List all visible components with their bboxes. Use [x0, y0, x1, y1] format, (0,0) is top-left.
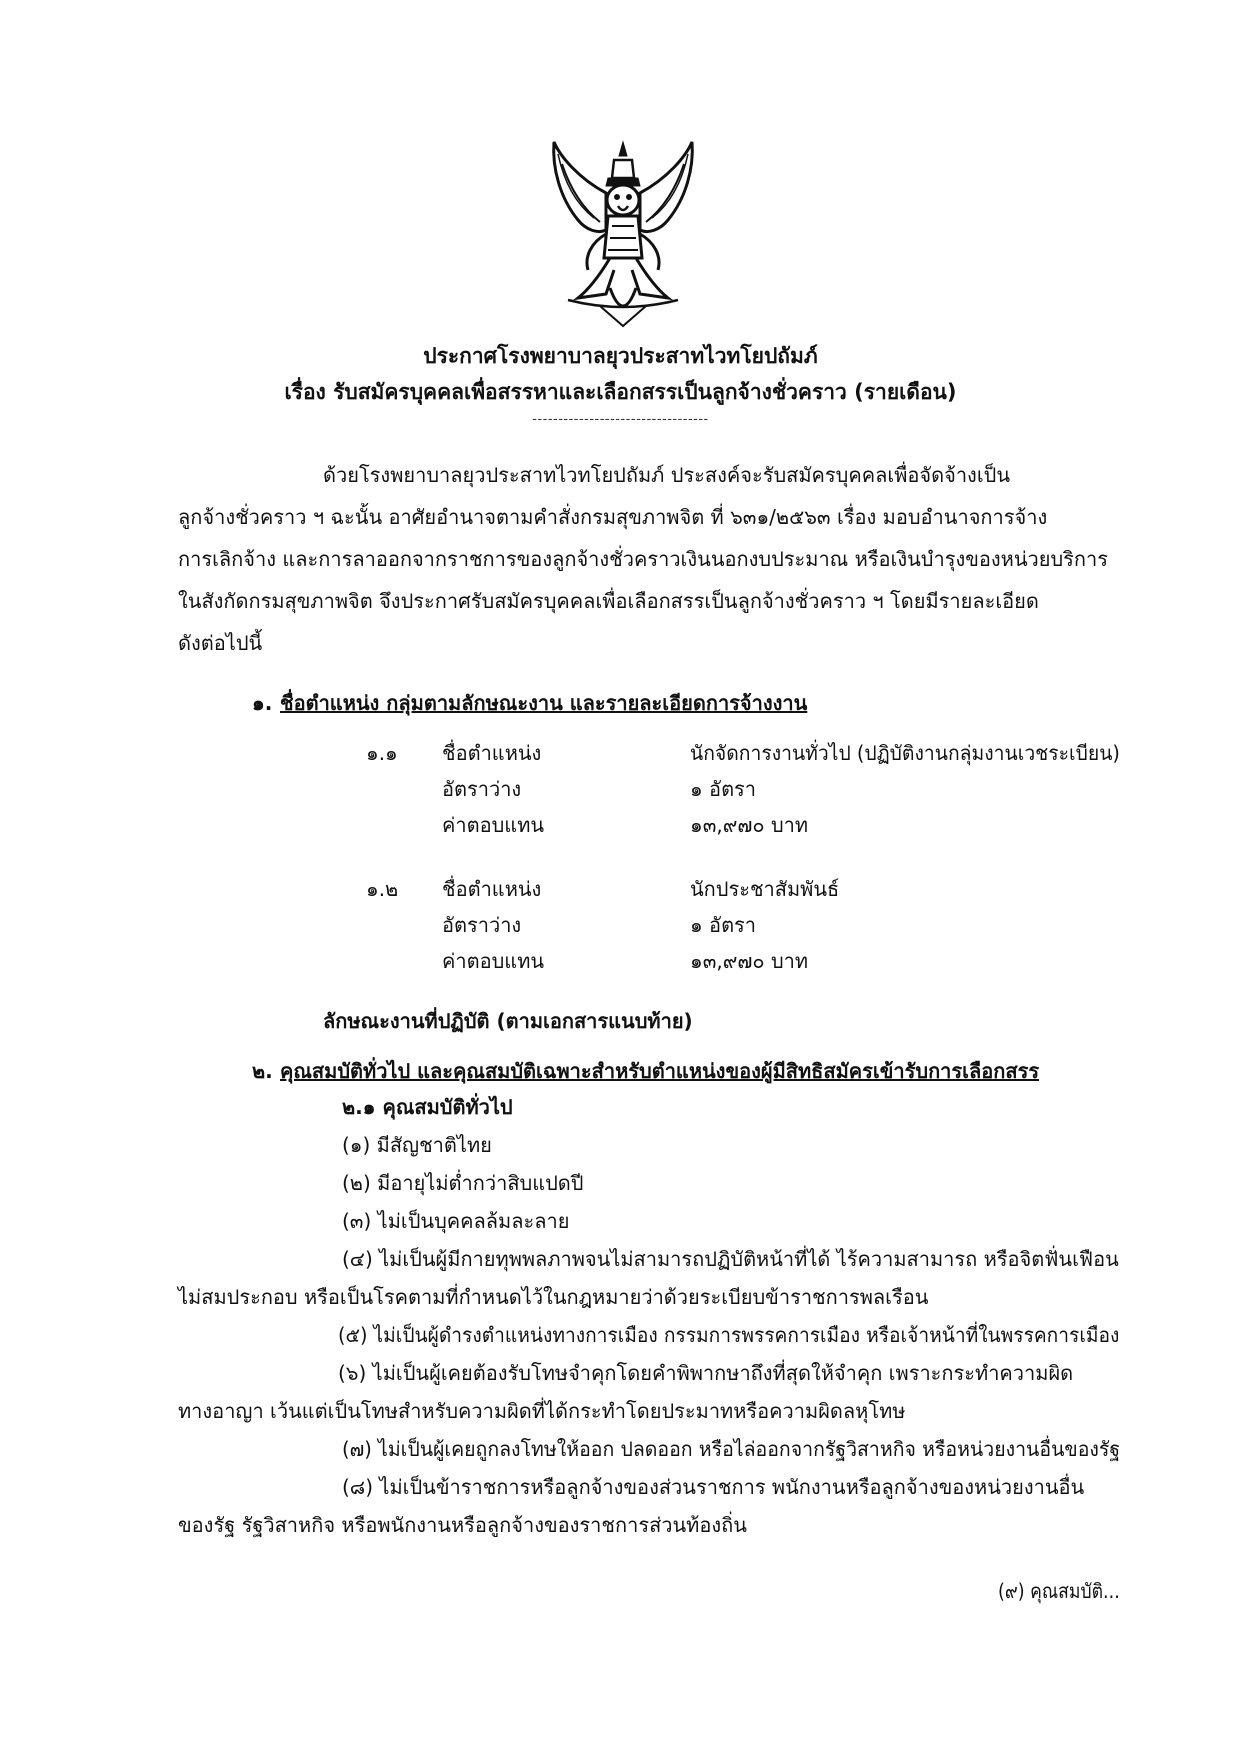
- title-divider: ----------------------------------: [532, 412, 709, 427]
- position-2-name-value: นักประชาสัมพันธ์: [690, 877, 840, 901]
- position-2-pay-label: ค่าตอบแทน: [442, 949, 545, 973]
- qualification-8-line-2: ของรัฐ รัฐวิสาหกิจ หรือพนักงานหรือลูกจ้างของราชการส่วนท้องถิ่น: [178, 1513, 747, 1537]
- position-2-name-label: ชื่อตำแหน่ง: [442, 877, 542, 901]
- position-1-name-label: ชื่อตำแหน่ง: [442, 741, 542, 765]
- section2-subheading: ๒.๑ คุณสมบัติทั่วไป: [342, 1095, 513, 1119]
- qualification-8-line-1: (๘) ไม่เป็นข้าราชการหรือลูกจ้างของส่วนราชการ พนักงานหรือลูกจ้างของหน่วยงานอื่น: [342, 1475, 1085, 1499]
- page-continuation: (๙) คุณสมบัติ...: [998, 1579, 1120, 1603]
- qualification-4-line-1: (๔) ไม่เป็นผู้มีกายทุพพลภาพจนไม่สามารถปฏิบัติหน้าที่ได้ ไร้ความสามารถ หรือจิตฟั่นเฟือน: [342, 1247, 1119, 1271]
- announcement-title: ประกาศโรงพยาบาลยุวประสาทไวทโยปถัมภ์: [423, 344, 818, 368]
- position-1-pay-label: ค่าตอบแทน: [442, 813, 545, 837]
- position-1-pay-value: ๑๓,๙๗๐ บาท: [690, 813, 809, 837]
- qualification-5: (๕) ไม่เป็นผู้ดำรงตำแหน่งทางการเมือง กรรมการพรรคการเมือง หรือเจ้าหน้าที่ในพรรคการเมือง: [338, 1323, 1120, 1347]
- intro-line-2: ลูกจ้างชั่วคราว ฯ ฉะนั้น อาศัยอำนาจตามคำสั่งกรมสุขภาพจิต ที่ ๖๓๑/๒๕๖๓ เรื่อง มอบอำนาจการจ้าง: [178, 505, 1048, 529]
- position-1-number: ๑.๑: [366, 741, 398, 765]
- position-2-vacancy-label: อัตราว่าง: [442, 913, 522, 937]
- section1-heading: ชื่อตำแหน่ง กลุ่มตามลักษณะงาน และรายละเอียดการจ้างงาน: [280, 691, 808, 715]
- qualification-7: (๗) ไม่เป็นผู้เคยถูกลงโทษให้ออก ปลดออก หรือไล่ออกจากรัฐวิสาหกิจ หรือหน่วยงานอื่นของรัฐ: [342, 1437, 1121, 1461]
- qualification-4-line-2: ไม่สมประกอบ หรือเป็นโรคตามที่กำหนดไว้ในกฎหมายว่าด้วยระเบียบข้าราชการพลเรือน: [178, 1285, 929, 1309]
- section2-heading-number: ๒.: [252, 1059, 273, 1083]
- qualification-2: (๒) มีอายุไม่ต่ำกว่าสิบแปดปี: [342, 1171, 584, 1195]
- position-1-name-value: นักจัดการงานทั่วไป (ปฏิบัติงานกลุ่มงานเวชระเบียน): [690, 741, 1120, 765]
- position-2-pay-value: ๑๓,๙๗๐ บาท: [690, 949, 809, 973]
- intro-line-3: การเลิกจ้าง และการลาออกจากราชการของลูกจ้างชั่วคราวเงินนอกงบประมาณ หรือเงินบำรุงของหน่วยบริการ: [178, 547, 1108, 571]
- qualification-1: (๑) มีสัญชาติไทย: [342, 1133, 492, 1157]
- qualification-3: (๓) ไม่เป็นบุคคลล้มละลาย: [342, 1209, 570, 1233]
- position-2-vacancy-value: ๑ อัตรา: [690, 913, 757, 937]
- qualification-6-line-1: (๖) ไม่เป็นผู้เคยต้องรับโทษจำคุกโดยคำพิพากษาถึงที่สุดให้จำคุก เพราะกระทำความผิด: [338, 1361, 1074, 1385]
- intro-line-5: ดังต่อไปนี้: [178, 631, 263, 655]
- garuda-emblem: [548, 138, 698, 328]
- job-description-note: ลักษณะงานที่ปฏิบัติ (ตามเอกสารแนบท้าย): [323, 1009, 693, 1033]
- qualification-6-line-2: ทางอาญา เว้นแต่เป็นโทษสำหรับความผิดที่ได้กระทำโดยประมาทหรือความผิดลหุโทษ: [178, 1399, 906, 1423]
- position-2-number: ๑.๒: [366, 877, 399, 901]
- intro-line-1: ด้วยโรงพยาบาลยุวประสาทไวทโยปถัมภ์ ประสงค์จะรับสมัครบุคคลเพื่อจัดจ้างเป็น: [323, 463, 1011, 487]
- position-1-vacancy-label: อัตราว่าง: [442, 777, 522, 801]
- section1-heading-number: ๑.: [252, 691, 273, 715]
- announcement-subject: เรื่อง รับสมัครบุคคลเพื่อสรรหาและเลือกสรรเป็นลูกจ้างชั่วคราว (รายเดือน): [284, 380, 957, 404]
- section2-heading: คุณสมบัติทั่วไป และคุณสมบัติเฉพาะสำหรับตำแหน่งของผู้มีสิทธิสมัครเข้ารับการเลือกสรร: [280, 1059, 1040, 1083]
- intro-line-4: ในสังกัดกรมสุขภาพจิต จึงประกาศรับสมัครบุคคลเพื่อเลือกสรรเป็นลูกจ้างชั่วคราว ฯ โดยมีรายละเอียด: [178, 589, 1039, 613]
- position-1-vacancy-value: ๑ อัตรา: [690, 777, 757, 801]
